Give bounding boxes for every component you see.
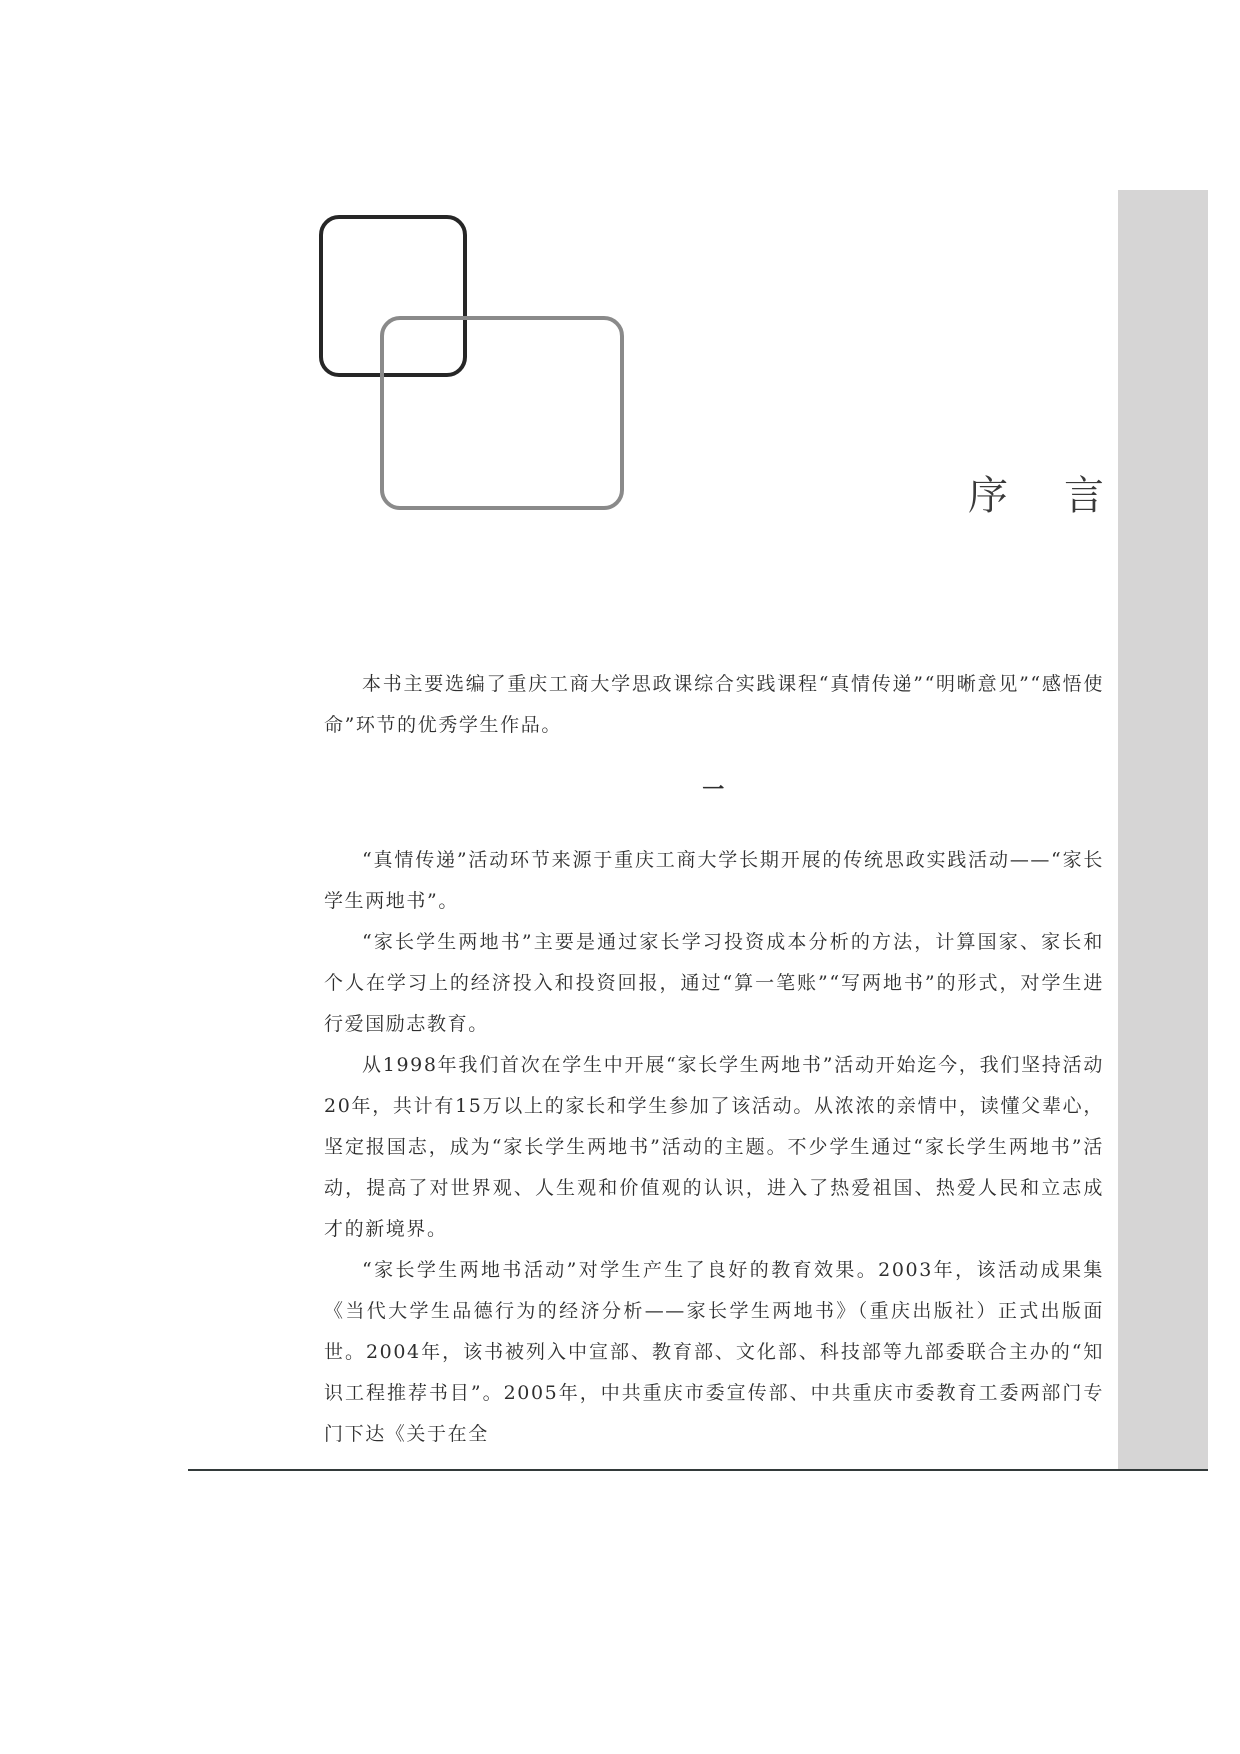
- overlapping-squares-decoration: [318, 214, 638, 524]
- dark-rounded-square: [321, 217, 465, 375]
- section-number: 一: [702, 777, 726, 803]
- intro-paragraph: 本书主要选编了重庆工商大学思政课综合实践课程“真情传递”“明晰意见”“感悟使命”环节的优秀学生作品。: [324, 673, 1104, 736]
- paragraph: 从1998年我们首次在学生中开展“家长学生两地书”活动开始迄今，我们坚持活动20年，共计有15万以上的家长和学生参加了该活动。从浓浓的亲情中，读懂父辈心，坚定报国志，成为“家长学生两地书”活动的主题。不少学生通过“家长学生两地书”活动，提高了对世界观、人生观和价值观的认识，进入了热爱祖国、热爱人民和立志成才的新境界。: [324, 1054, 1104, 1240]
- side-decor-band: [1118, 190, 1208, 1470]
- gray-rounded-square: [382, 318, 622, 508]
- paragraph: “家长学生两地书”主要是通过家长学习投资成本分析的方法，计算国家、家长和个人在学习上的经济投入和投资回报，通过“算一笔账”“写两地书”的形式，对学生进行爱国励志教育。: [324, 931, 1104, 1035]
- paragraph: “真情传递”活动环节来源于重庆工商大学长期开展的传统思政实践活动——“家长学生两地书”。: [324, 849, 1104, 912]
- page-title: 序 言: [968, 473, 1104, 519]
- body-text: [324, 664, 1104, 1455]
- bottom-rule: [188, 1469, 1208, 1471]
- paragraph: “家长学生两地书活动”对学生产生了良好的教育效果。2003年，该活动成果集《当代大学生品德行为的经济分析——家长学生两地书》（重庆出版社）正式出版面世。2004年，该书被列入中宣部、教育部、文化部、科技部等九部委联合主办的“知识工程推荐书目”。2005年，中共重庆市委宣传部、中共重庆市委教育工委两部门专门下达《关于在全: [324, 1259, 1104, 1445]
